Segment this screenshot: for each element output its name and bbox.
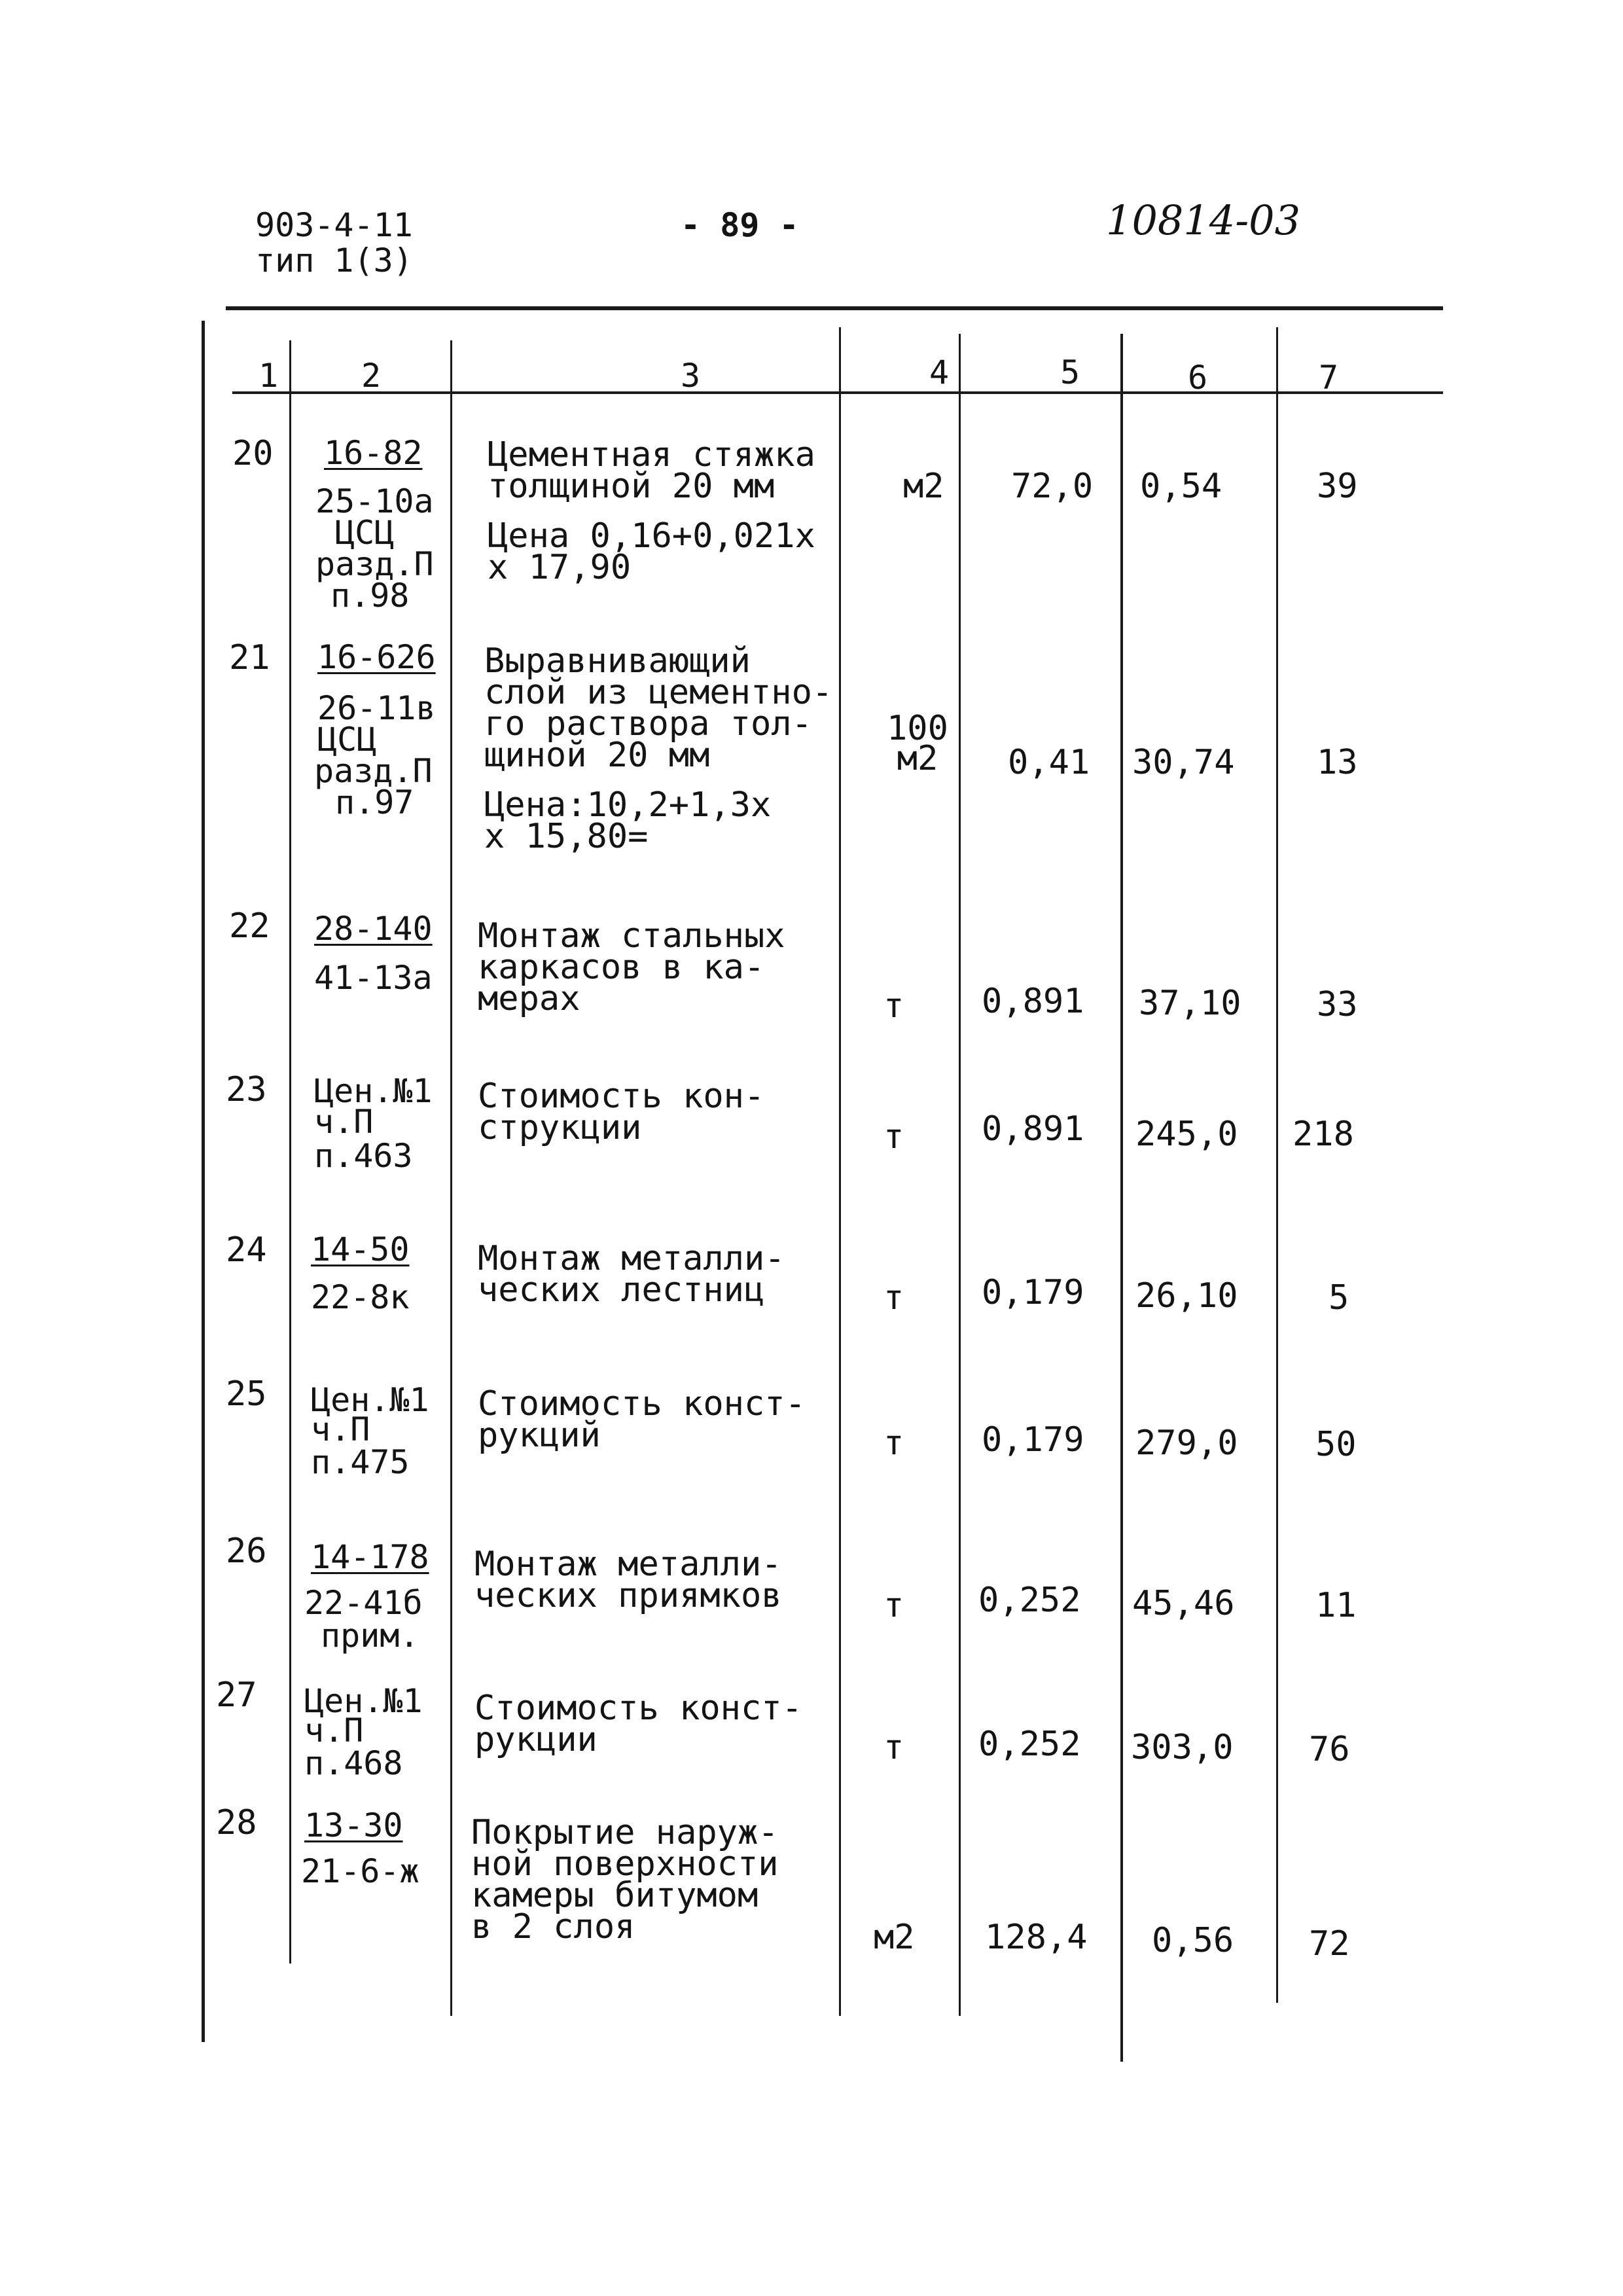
column-number-3: 3 [681,357,701,395]
norm-code: 13-30 [304,1806,403,1844]
quantity: 0,41 [1008,743,1090,782]
unit-price: 0,56 [1152,1921,1234,1960]
work-description: Стоимость кон- [478,1077,765,1116]
column-number-6: 6 [1188,359,1208,397]
unit: т [883,1586,904,1625]
norm-code: ЦСЦ [335,514,395,552]
total-cost: 11 [1315,1586,1357,1625]
work-description: слой из цементно- [484,673,833,712]
norm-code: 22-41б [304,1584,423,1622]
column-number-5: 5 [1060,353,1080,391]
total-cost: 72 [1309,1924,1350,1964]
total-cost: 13 [1317,743,1358,782]
work-description: щиной 20 мм [484,736,710,775]
norm-code: 22-8к [311,1278,410,1316]
work-description: ной поверхности [471,1844,779,1884]
col-divider-6 [1276,327,1278,2003]
row-number: 20 [232,434,274,473]
work-description: х 15,80= [484,817,649,856]
work-description: Стоимость конст- [474,1689,802,1728]
quantity: 0,252 [978,1581,1081,1620]
row-number: 22 [229,906,270,946]
norm-code: ч.П [304,1712,364,1749]
unit-price: 245,0 [1135,1115,1238,1154]
work-description: струкции [478,1108,642,1147]
norm-code: 16-82 [324,434,423,472]
unit-price: 279,0 [1135,1424,1238,1463]
row-number: 23 [226,1070,267,1109]
document-number: 10814-03 [1106,196,1301,244]
norm-code: п.468 [304,1744,403,1782]
unit-price: 37,10 [1139,984,1241,1023]
work-description: ческих приямков [474,1576,782,1615]
norm-code: п.98 [330,577,410,615]
norm-code: 14-50 [311,1230,410,1268]
quantity: 128,4 [985,1918,1088,1957]
total-cost: 39 [1317,467,1358,506]
row-number: 21 [229,638,270,677]
series-type: тип 1(3) [255,242,413,279]
unit: м2 [874,1918,915,1957]
norm-code: 26-11в [317,689,436,727]
unit: м2 [903,467,944,506]
unit: т [883,1728,904,1767]
norm-code: п.463 [314,1137,413,1175]
row-number: 26 [226,1532,267,1571]
norm-code: прим. [321,1617,419,1655]
work-description: Цена:10,2+1,3х [484,785,772,825]
norm-code: п.97 [335,783,414,821]
norm-code: 16-626 [317,638,436,676]
norm-code: 25-10а [315,482,434,520]
col-divider-5 [1120,334,1123,2062]
column-number-4: 4 [929,353,950,391]
norm-code: ЦСЦ [317,721,377,759]
quantity: 0,179 [982,1420,1084,1460]
column-number-2: 2 [361,357,382,395]
column-number-1: 1 [259,357,279,395]
work-description: Монтаж металли- [478,1239,785,1278]
work-description: Монтаж стальных [478,916,785,956]
norm-code: Цен.№1 [311,1381,429,1419]
col-divider-1 [289,340,291,1964]
norm-code: ч.П [311,1410,370,1448]
col-divider-4 [959,334,961,2016]
norm-code: разд.П [314,752,433,790]
work-description: х 17,90 [488,548,632,587]
work-description: толщиной 20 мм [488,467,775,506]
unit-price: 303,0 [1131,1728,1234,1767]
work-description: Цементная стяжка [488,435,815,475]
norm-code: разд.П [315,545,434,583]
norm-code: ч.П [314,1103,374,1141]
unit: т [883,1278,904,1318]
row-number: 28 [216,1803,257,1842]
unit: т [883,986,904,1026]
total-cost: 33 [1317,985,1358,1024]
header-bottom-rule [232,391,1443,394]
quantity: 72,0 [1011,467,1094,506]
total-cost: 218 [1293,1115,1354,1154]
norm-code: Цен.№1 [304,1682,423,1720]
quantity: 0,179 [982,1273,1084,1312]
total-cost: 76 [1309,1730,1350,1769]
table-left-border [202,321,205,2042]
row-number: 27 [216,1676,257,1715]
work-description: каркасов в ка- [478,948,765,987]
norm-code: п.475 [311,1443,410,1481]
norm-code: 28-140 [314,910,433,948]
work-description: Стоимость конст- [478,1384,806,1424]
col-divider-3 [839,327,841,2016]
quantity: 0,891 [982,1109,1084,1149]
page-number: - 89 - [681,206,799,244]
work-description: рукции [474,1720,597,1759]
unit: 100 м2 [887,709,948,778]
work-description: в 2 слоя [471,1907,635,1946]
unit-price: 30,74 [1132,743,1235,782]
work-description: Монтаж металли- [474,1545,782,1584]
unit: т [883,1424,904,1463]
quantity: 0,252 [978,1725,1081,1764]
work-description: ческих лестниц [478,1270,765,1310]
quantity: 0,891 [982,982,1084,1021]
work-description: рукций [478,1416,601,1455]
work-description: Покрытие наруж- [471,1813,779,1852]
unit-price: 45,46 [1132,1584,1235,1623]
row-number: 24 [226,1230,267,1270]
total-cost: 50 [1315,1425,1357,1464]
norm-code: Цен.№1 [314,1072,433,1110]
norm-code: 41-13а [314,959,433,997]
row-number: 25 [226,1374,267,1414]
unit: т [883,1117,904,1157]
work-description: камеры битумом [471,1876,758,1915]
norm-code: 14-178 [311,1538,429,1576]
work-description: мерах [478,979,580,1018]
series-number: 903-4-11 [255,206,413,244]
work-description: Цена 0,16+0,021х [488,516,815,556]
table-top-rule [226,306,1443,310]
work-description: го раствора тол- [484,704,812,744]
norm-code: 21-6-ж [301,1852,419,1890]
column-number-7: 7 [1319,359,1339,397]
unit-price: 26,10 [1135,1276,1238,1316]
col-divider-2 [450,340,452,2016]
work-description: Выравнивающий [484,641,751,681]
unit-price: 0,54 [1140,467,1222,506]
total-cost: 5 [1329,1278,1349,1318]
